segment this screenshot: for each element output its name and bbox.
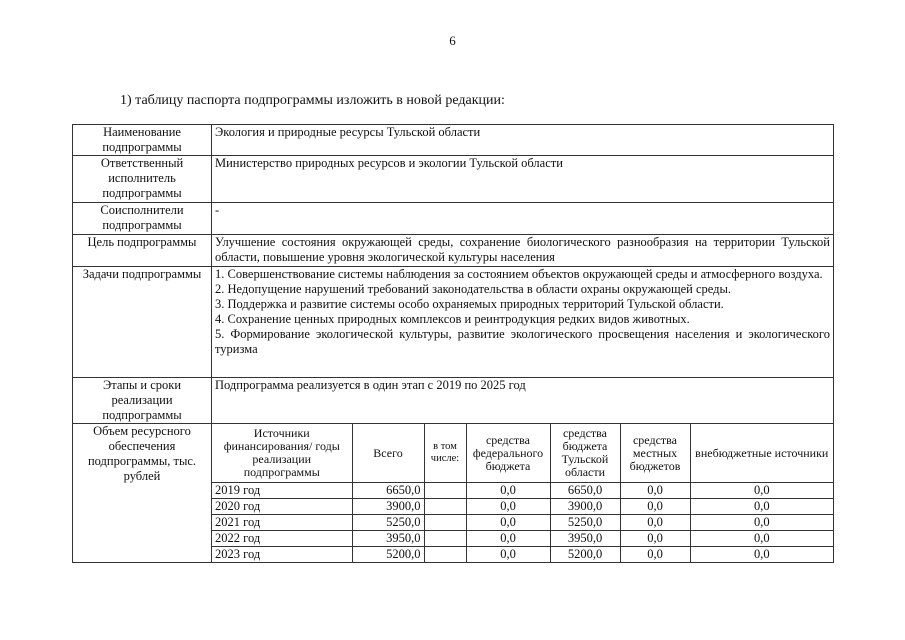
row-tasks: [73, 267, 834, 378]
value-stages: Подпрограмма реализуется в один этап с 2019 по 2025 год: [212, 378, 834, 424]
local-cell: 0,0: [620, 483, 690, 499]
regional-cell: 5250,0: [550, 515, 620, 531]
incl-cell: [424, 515, 466, 531]
federal-cell: 0,0: [466, 515, 550, 531]
value-executor: Министерство природных ресурсов и экологии Тульской области: [212, 156, 834, 203]
task-item: 3. Поддержка и развитие системы особо охраняемых природных территорий Тульской области.: [215, 297, 724, 311]
task-item: 4. Сохранение ценных природных комплексов и реинтродукция редких видов животных.: [215, 312, 690, 326]
table-row: [212, 499, 833, 515]
incl-cell: [424, 499, 466, 515]
header-offbudget: внебюджетные источники: [690, 424, 833, 483]
header-federal: средства федерального бюджета: [466, 424, 550, 483]
incl-cell: [424, 547, 466, 563]
total-cell: 3950,0: [352, 531, 424, 547]
table-row: [212, 515, 833, 531]
row-coexecutors: [73, 203, 834, 235]
total-cell: 3900,0: [352, 499, 424, 515]
label-executor: Ответственный исполнитель подпрограммы: [73, 156, 212, 203]
value-name: Экология и природные ресурсы Тульской области: [212, 125, 834, 156]
header-incl: в том числе:: [424, 424, 466, 483]
label-funding: Объем ресурсного обеспечения подпрограммы, тыс. рублей: [73, 424, 212, 563]
task-item: 2. Недопущение нарушений требований законодательства в области охраны окружающей среды.: [215, 282, 732, 296]
task-item: 1. Совершенствование системы наблюдения за состоянием объектов окружающей среды и атмосферного воздуха.: [215, 267, 823, 281]
federal-cell: 0,0: [466, 499, 550, 515]
page-number: 6: [449, 33, 456, 48]
passport-table: [72, 124, 834, 563]
total-cell: 6650,0: [352, 483, 424, 499]
table-row: [212, 531, 833, 547]
funding-header-row: [212, 424, 833, 483]
incl-cell: [424, 483, 466, 499]
offbudget-cell: 0,0: [690, 515, 833, 531]
label-stages: Этапы и сроки реализации подпрограммы: [73, 378, 212, 424]
row-stages: [73, 378, 834, 424]
year-cell: 2019 год: [212, 483, 352, 499]
header-regional: средства бюджета Тульской области: [550, 424, 620, 483]
label-tasks: Задачи подпрограммы: [73, 267, 212, 378]
offbudget-cell: 0,0: [690, 483, 833, 499]
federal-cell: 0,0: [466, 483, 550, 499]
intro-text: 1) таблицу паспорта подпрограммы изложить в новой редакции:: [120, 93, 505, 108]
regional-cell: 6650,0: [550, 483, 620, 499]
table-row: [212, 547, 833, 563]
table-row: [212, 483, 833, 499]
value-tasks: [212, 267, 834, 378]
year-cell: 2021 год: [212, 515, 352, 531]
total-cell: 5250,0: [352, 515, 424, 531]
row-name: [73, 125, 834, 156]
year-cell: 2022 год: [212, 531, 352, 547]
incl-cell: [424, 531, 466, 547]
header-local: средства местных бюджетов: [620, 424, 690, 483]
local-cell: 0,0: [620, 499, 690, 515]
value-goal: Улучшение состояния окружающей среды, сохранение биологического разнообразия на территории Тульской области, повышение уровня экологической культуры населения: [212, 235, 834, 267]
task-item: 5. Формирование экологической культуры, развитие экологического просвещения населения и экологического туризма: [215, 327, 830, 356]
offbudget-cell: 0,0: [690, 531, 833, 547]
offbudget-cell: 0,0: [690, 499, 833, 515]
value-coexecutors: -: [212, 203, 834, 235]
funding-table: [212, 424, 833, 562]
label-coexecutors: Соисполнители подпрограммы: [73, 203, 212, 235]
regional-cell: 3950,0: [550, 531, 620, 547]
offbudget-cell: 0,0: [690, 547, 833, 563]
federal-cell: 0,0: [466, 531, 550, 547]
label-goal: Цель подпрограммы: [73, 235, 212, 267]
header-source: Источники финансирования/ годы реализации подпрограммы: [212, 424, 352, 483]
local-cell: 0,0: [620, 515, 690, 531]
funding-cell: [212, 424, 834, 563]
row-funding: [73, 424, 834, 563]
row-goal: [73, 235, 834, 267]
total-cell: 5200,0: [352, 547, 424, 563]
local-cell: 0,0: [620, 547, 690, 563]
local-cell: 0,0: [620, 531, 690, 547]
federal-cell: 0,0: [466, 547, 550, 563]
label-name: Наименование подпрограммы: [73, 125, 212, 156]
regional-cell: 5200,0: [550, 547, 620, 563]
year-cell: 2023 год: [212, 547, 352, 563]
year-cell: 2020 год: [212, 499, 352, 515]
regional-cell: 3900,0: [550, 499, 620, 515]
header-total: Всего: [352, 424, 424, 483]
row-executor: [73, 156, 834, 203]
